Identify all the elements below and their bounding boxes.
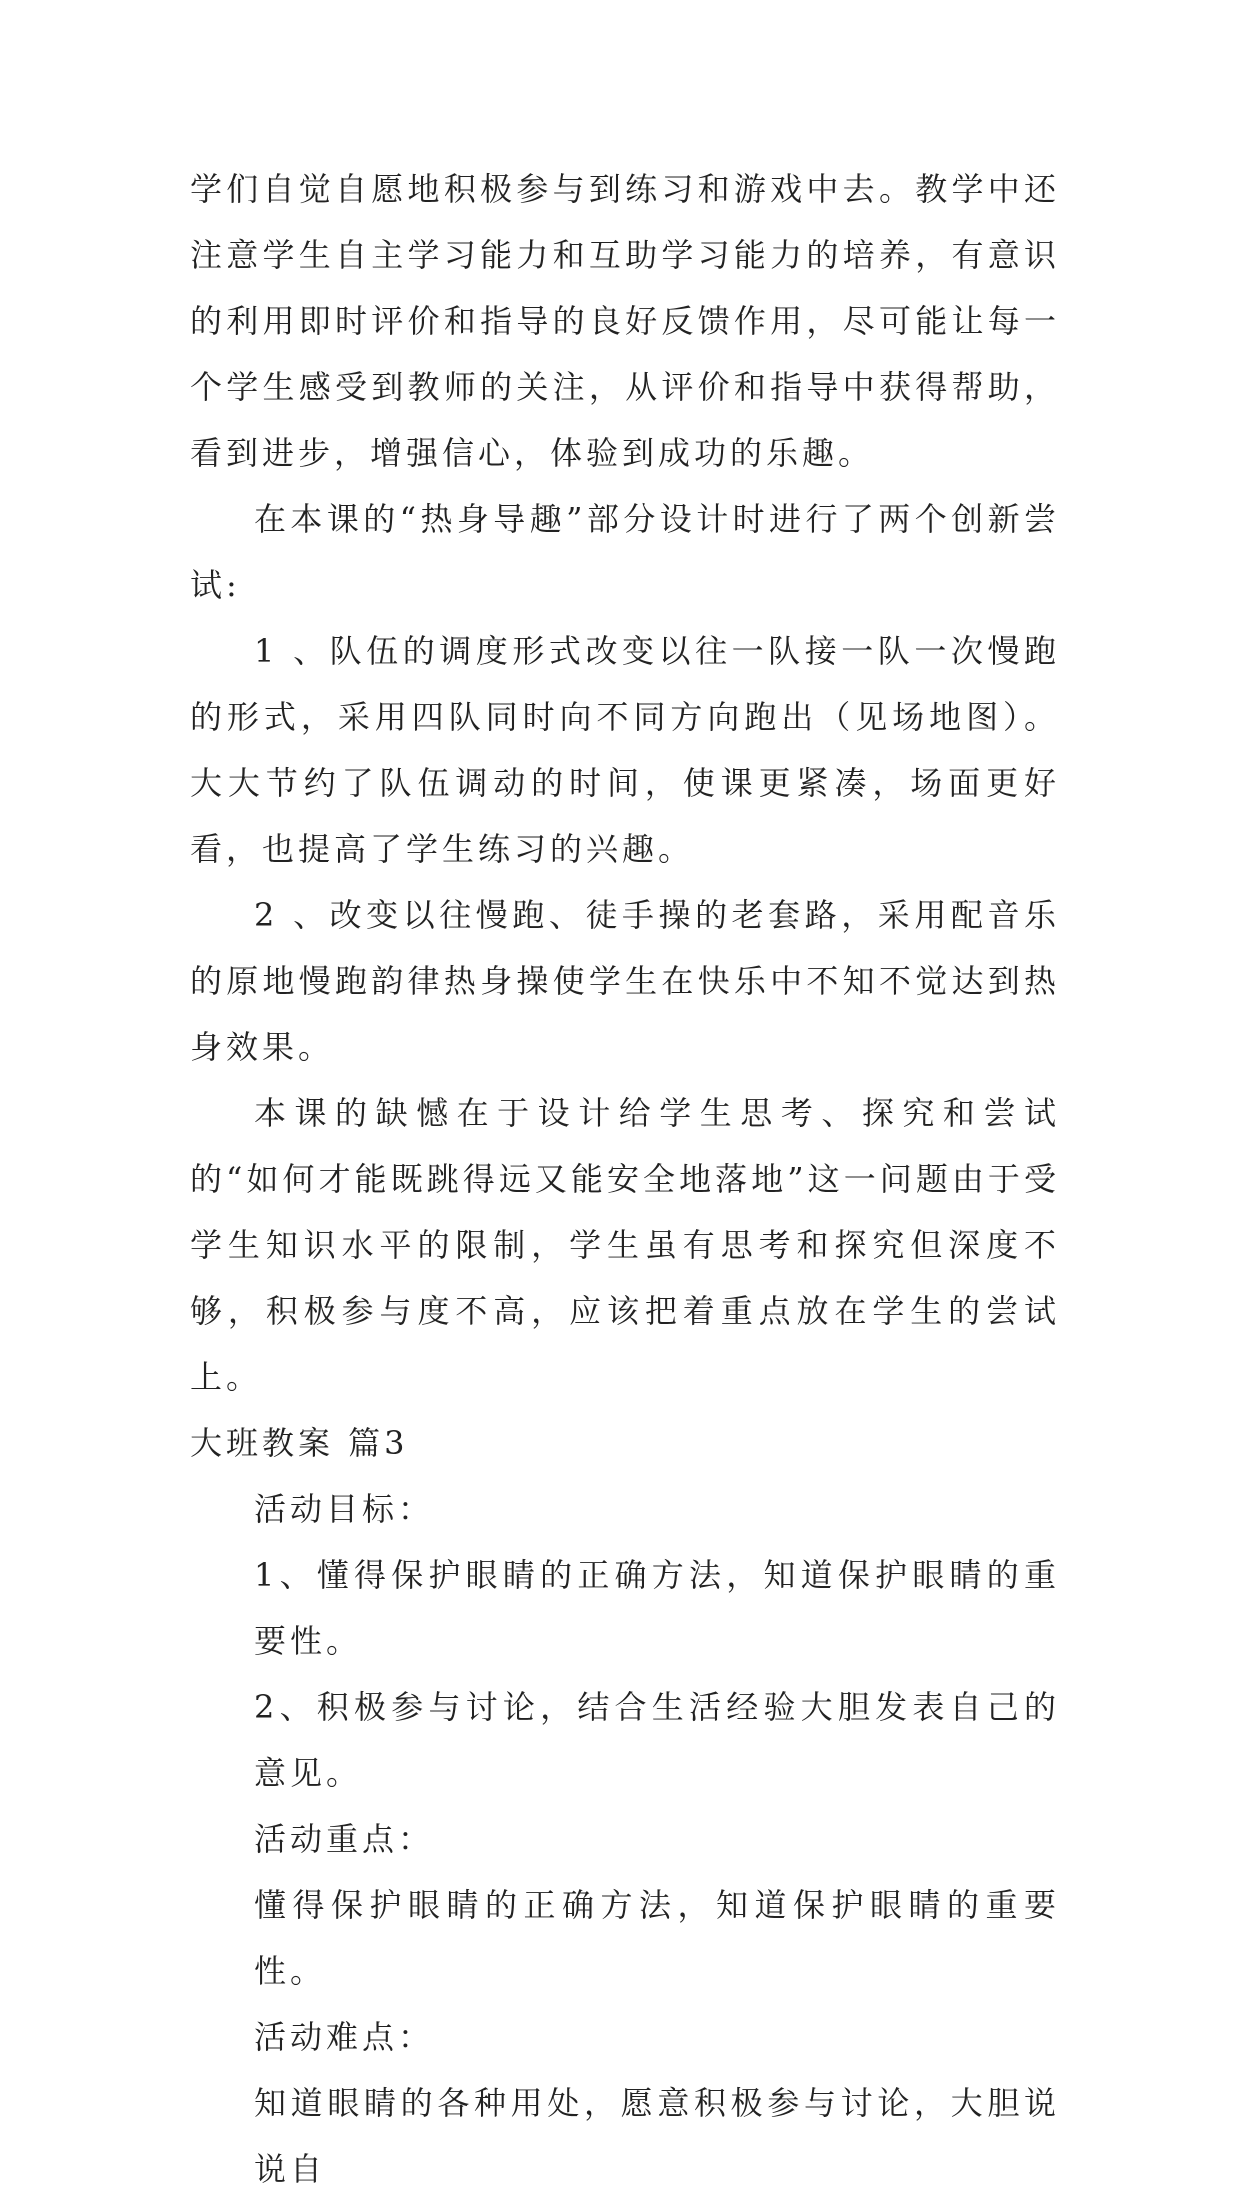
paragraph-innovation-intro: 在本课的“热身导趣”部分设计时进行了两个创新尝试: (190, 500, 1060, 604)
goal-item-1: 1、懂得保护眼睛的正确方法，知道保护眼睛的重要性。 (254, 1556, 1060, 1660)
paragraph-innovation-2: 2 、改变以往慢跑、徒手操的老套路，采用配音乐的原地慢跑韵律热身操使学生在快乐中不知不觉达到热身效果。 (190, 896, 1060, 1066)
difficulty-text: 知道眼睛的各种用处，愿意积极参与讨论，大胆说说自 (254, 2084, 1060, 2188)
paragraph-shortcoming: 本课的缺憾在于设计给学生思考、探究和尝试的“如何才能既跳得远又能安全地落地”这一问题由于受学生知识水平的限制，学生虽有思考和探究但深度不够，积极参与度不高，应该把着重点放在学生的尝试上。 (190, 1094, 1060, 1396)
goals-label: 活动目标： (254, 1490, 435, 1528)
focus-text: 懂得保护眼睛的正确方法，知道保护眼睛的重要性。 (254, 1886, 1060, 1990)
difficulty-label: 活动难点： (254, 2018, 435, 2056)
document-body (190, 156, 1060, 2202)
paragraph-continuation: 学们自觉自愿地积极参与到练习和游戏中去。教学中还注意学生自主学习能力和互助学习能力的培养，有意识的利用即时评价和指导的良好反馈作用，尽可能让每一个学生感受到教师的关注，从评价和指导中获得帮助，看到进步，增强信心，体验到成功的乐趣。 (190, 170, 1060, 472)
section-title: 大班教案 篇3 (190, 1424, 409, 1462)
goal-item-2: 2、积极参与讨论，结合生活经验大胆发表自己的意见。 (254, 1688, 1060, 1792)
focus-label: 活动重点： (254, 1820, 435, 1858)
paragraph-innovation-1: 1 、队伍的调度形式改变以往一队接一队一次慢跑的形式，采用四队同时向不同方向跑出（见场地图）。大大节约了队伍调动的时间，使课更紧凑，场面更好看，也提高了学生练习的兴趣。 (190, 632, 1060, 868)
